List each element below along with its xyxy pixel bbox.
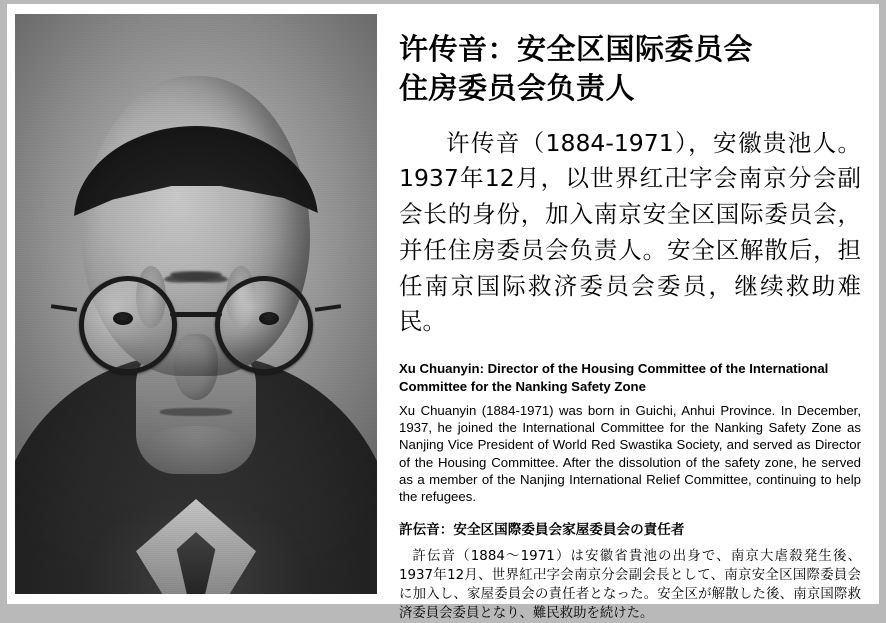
- title-english: Xu Chuanyin: Director of the Housing Committee of the International Committee for the Nanking Safety Zone: [399, 361, 829, 394]
- text-column: [377, 4, 879, 622]
- body-chinese: 许传音（1884-1971），安徽贵池人。1937年12月，以世界红卍字会南京分会副会长的身份，加入南京安全区国际委员会，并任住房委员会负责人。安全区解散后，担任南京国际救济委员会委员，继续救助难民。: [399, 128, 861, 336]
- title-japanese: 許伝音：安全区国際委員会家屋委員会の責任者: [399, 522, 685, 539]
- body-japanese: 許伝音（1884～1971）は安徽省貴池の出身で、南京大虐殺発生後、1937年12月、世界紅卍字会南京分会副会長として、南京安全区国際委員会に加入し、家屋委員会の責任者となった。安全区が解散した後、南京国際救済委員会委員となり、難民救助を続けた。: [399, 549, 861, 622]
- title-chinese: 许传音：安全区国际委员会 住房委员会负责人: [399, 32, 754, 105]
- body-english: Xu Chuanyin (1884-1971) was born in Guichi, Anhui Province. In December, 1937, he joined the International Committee for the Nanking Safety Zone as Nanjing Vice President of World Red Swastika Society, and served as Director of the Housing Committee. After the dissolution of the safety zone, he served as a member of the Nanjing International Relief Committee, continuing to help the refugees.: [399, 403, 861, 504]
- photo-grain: [15, 14, 377, 594]
- portrait-column: [7, 4, 377, 604]
- panel-inner: [7, 4, 879, 622]
- portrait-photo: [15, 14, 377, 594]
